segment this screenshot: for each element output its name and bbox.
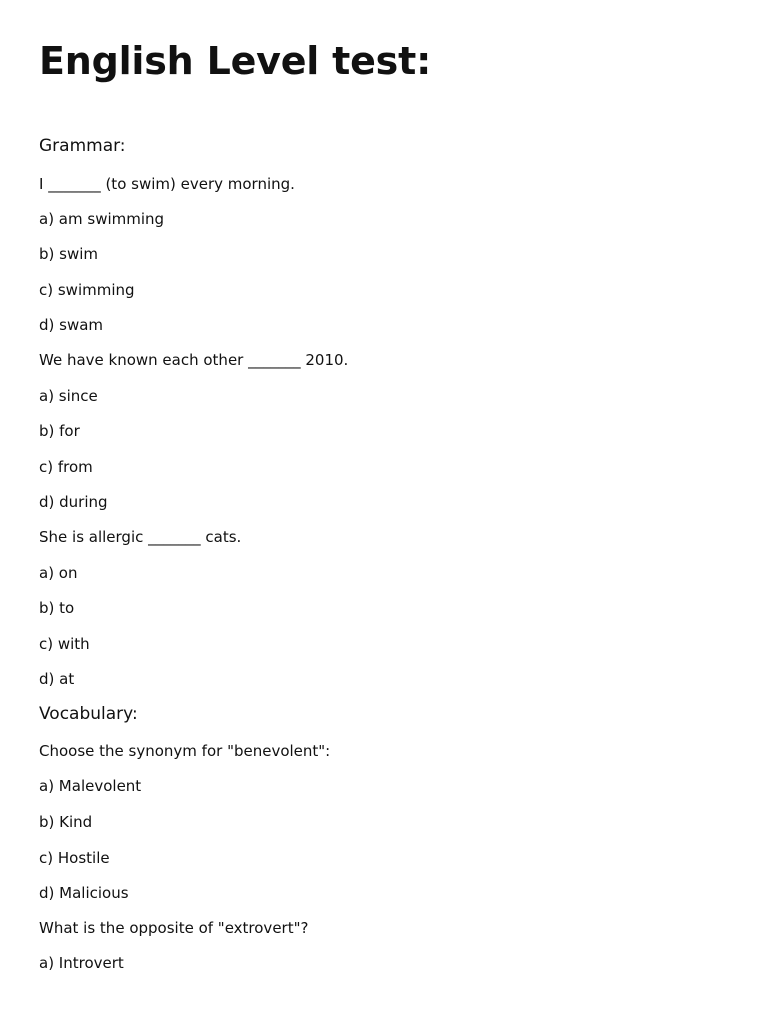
grammar-question-3: She is allergic _______ cats. — [39, 528, 242, 546]
grammar-question-1: I _______ (to swim) every morning. — [39, 175, 295, 193]
grammar-q2-option-b: b) for — [39, 422, 80, 440]
grammar-q1-option-b: b) swim — [39, 245, 99, 263]
grammar-q2-option-d: d) during — [39, 493, 108, 511]
grammar-q3-option-b: b) to — [39, 599, 75, 617]
vocabulary-q1-option-d: d) Malicious — [39, 884, 129, 902]
vocabulary-heading: Vocabulary: — [39, 704, 138, 724]
grammar-q3-option-a: a) on — [39, 564, 78, 582]
document-title: English Level test: — [39, 39, 432, 83]
grammar-q2-option-c: c) from — [39, 458, 93, 476]
grammar-q1-option-a: a) am swimming — [39, 210, 165, 228]
vocabulary-question-1: Choose the synonym for "benevolent": — [39, 742, 331, 760]
grammar-q2-option-a: a) since — [39, 387, 98, 405]
grammar-heading: Grammar: — [39, 136, 126, 156]
vocabulary-q1-option-b: b) Kind — [39, 813, 93, 831]
grammar-q3-option-d: d) at — [39, 670, 75, 688]
vocabulary-question-2: What is the opposite of "extrovert"? — [39, 919, 309, 937]
grammar-question-2: We have known each other _______ 2010. — [39, 351, 349, 369]
grammar-q1-option-d: d) swam — [39, 316, 104, 334]
vocabulary-q1-option-c: c) Hostile — [39, 849, 110, 867]
grammar-q3-option-c: c) with — [39, 635, 90, 653]
grammar-q1-option-c: c) swimming — [39, 281, 135, 299]
vocabulary-q2-option-a: a) Introvert — [39, 954, 124, 972]
vocabulary-q1-option-a: a) Malevolent — [39, 777, 142, 795]
